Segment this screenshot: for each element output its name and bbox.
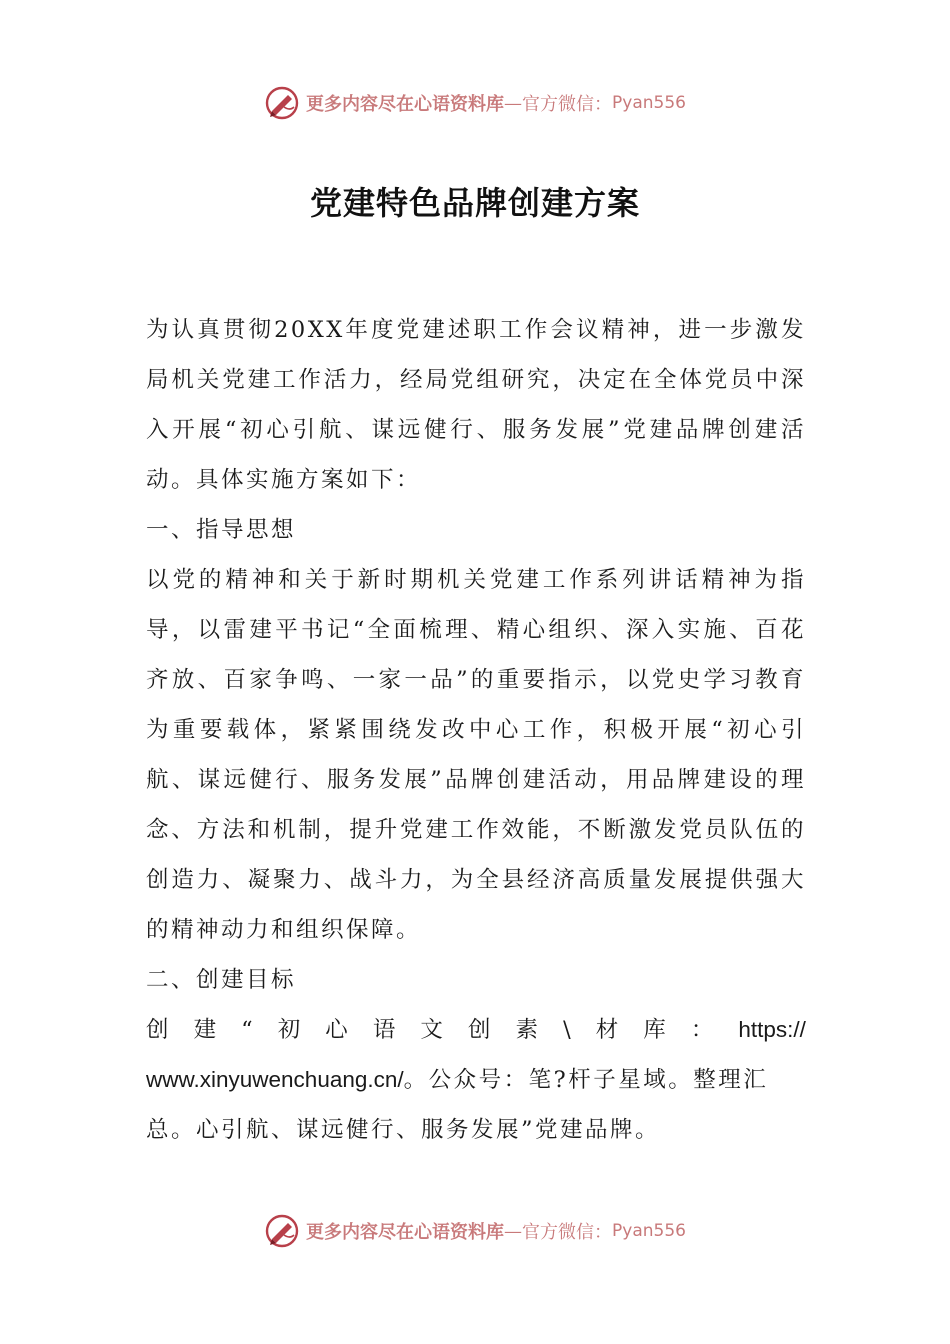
goal-char: 文 — [420, 1017, 446, 1043]
watermark-brand: 更多内容尽在心语资料库 — [306, 1222, 505, 1243]
goal-char: 心 — [325, 1017, 351, 1043]
watermark-brand: 更多内容尽在心语资料库 — [306, 94, 505, 115]
creation-goals-line-2-text: 。公众号：笔?杆子星域。整理汇 — [403, 1067, 769, 1093]
pen-logo-icon — [264, 85, 300, 121]
guiding-ideology-paragraph: 以党的精神和关于新时期机关党建工作系列讲话精神为指导，以雷建平书记“全面梳理、精心组织、深入实施、百花齐放、百家争鸣、一家一品”的重要指示，以党史学习教育为重要载体，紧紧围绕发改中心工作，积极开展“初心引航、谋远健行、服务发展”品牌创建活动，用品牌建设的理念、方法和机制，提升党建工作效能，不断激发党员队伍的创造力、凝聚力、战斗力，为全县经济高质量发展提供强大的精神动力和组织保障。 — [146, 567, 806, 943]
creation-goals-line-1 — [146, 1005, 806, 1055]
goal-char: 创 — [467, 1017, 493, 1043]
watermark-dash: — — [504, 92, 523, 114]
goal-url-prefix: https:// — [738, 1017, 806, 1042]
watermark-wechat-label: 官方微信： — [522, 1222, 613, 1243]
goal-char: ： — [690, 1017, 716, 1043]
header-watermark — [0, 83, 950, 123]
goal-char: 库 — [643, 1017, 669, 1043]
section-heading-guiding-ideology: 一、指导思想 — [146, 517, 297, 543]
footer-watermark — [0, 1211, 950, 1251]
creation-goals-line-3: 总。心引航、谋远健行、服务发展”党建品牌。 — [146, 1117, 661, 1143]
goal-char: 初 — [277, 1017, 303, 1043]
goal-char: \ — [563, 1017, 574, 1043]
intro-paragraph: 为认真贯彻20XX年度党建述职工作会议精神，进一步激发局机关党建工作活力，经局党组研究，决定在全体党员中深入开展“初心引航、谋远健行、服务发展”党建品牌创建活动。具体实施方案如下： — [146, 317, 806, 493]
goal-char: 创 — [146, 1017, 172, 1043]
document-title: 党建特色品牌创建方案 — [309, 184, 640, 222]
pen-logo-icon — [264, 1213, 300, 1249]
document-body — [146, 305, 806, 1155]
watermark-wechat-id: Pyan556 — [612, 93, 686, 113]
goal-char: 建 — [193, 1017, 219, 1043]
creation-goals-line-2 — [146, 1055, 806, 1105]
goal-char: 语 — [372, 1017, 398, 1043]
site-url-link[interactable]: www.xinyuwenchuang.cn/ — [146, 1067, 404, 1092]
goal-char: “ — [241, 1017, 256, 1043]
watermark-wechat-id: Pyan556 — [612, 1221, 686, 1241]
goal-char: 材 — [595, 1017, 621, 1043]
section-heading-creation-goals: 二、创建目标 — [146, 967, 297, 993]
watermark-dash: — — [504, 1220, 523, 1242]
watermark-wechat-label: 官方微信： — [522, 94, 613, 115]
goal-char: 素 — [515, 1017, 541, 1043]
